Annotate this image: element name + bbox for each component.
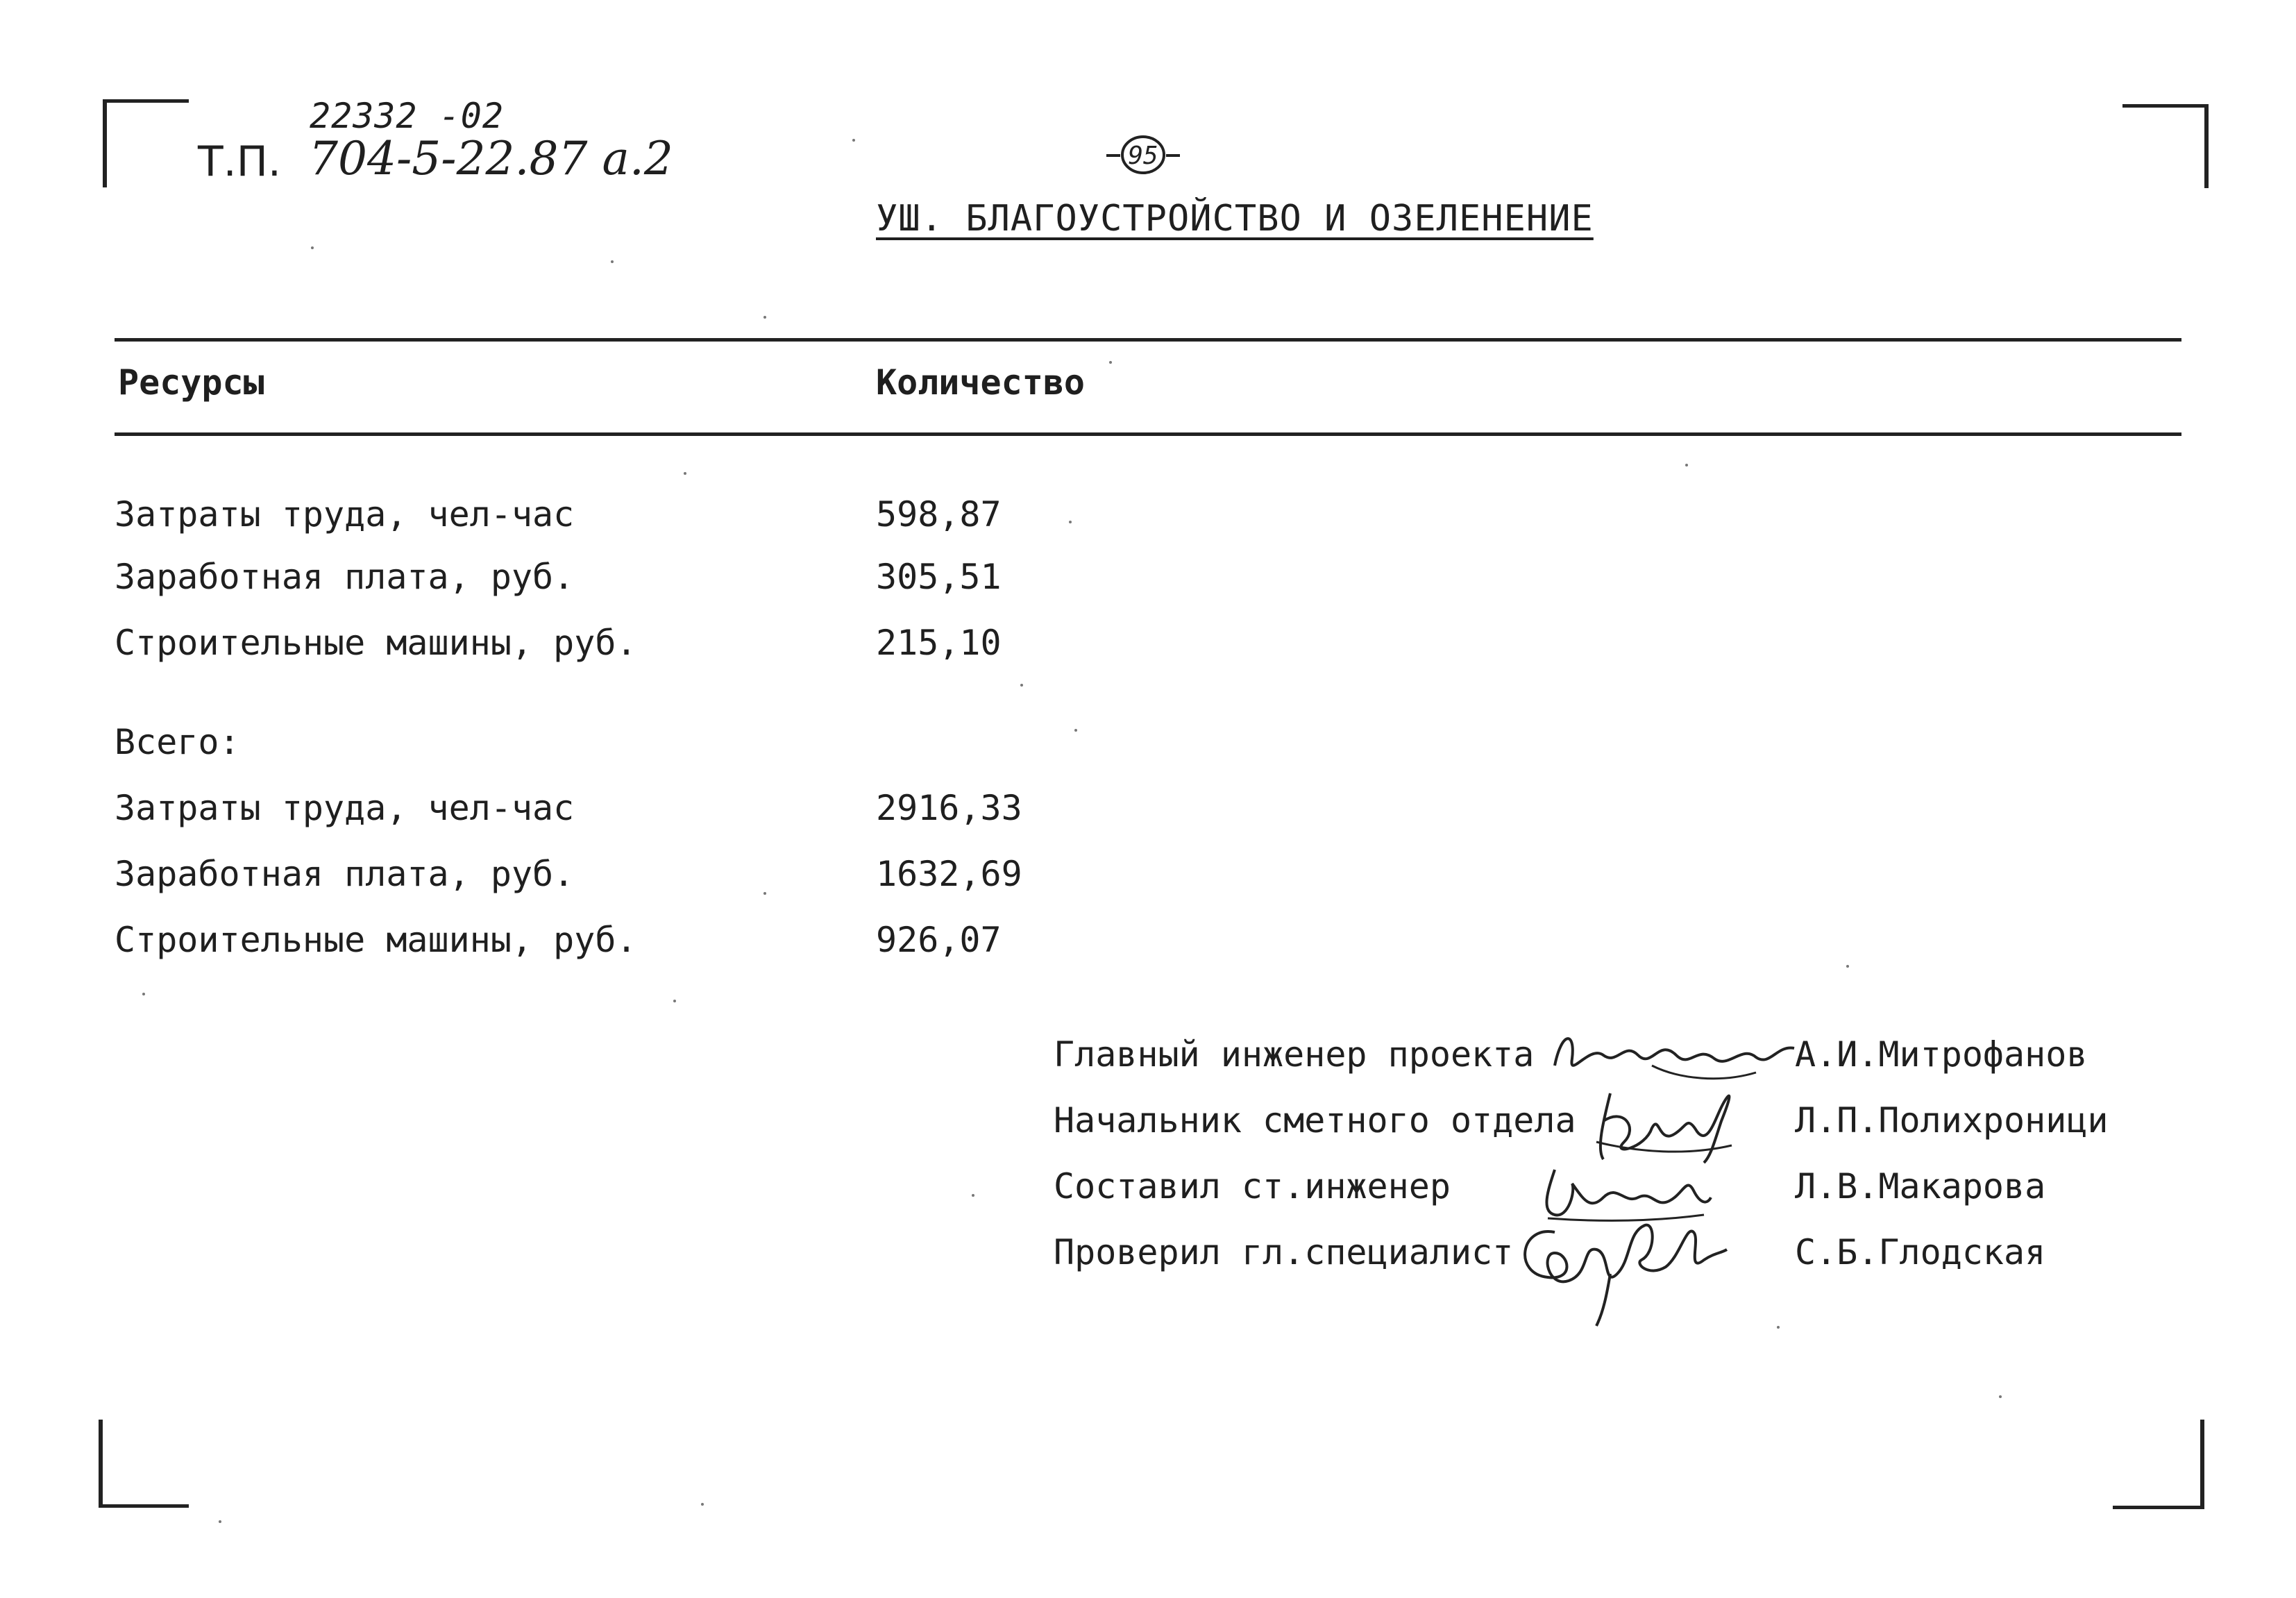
signature-row	[0, 1034, 2296, 1083]
scan-speck	[972, 1194, 974, 1197]
table-row	[0, 494, 2296, 543]
scan-speck	[1685, 464, 1688, 466]
row-value: 215,10	[876, 623, 1002, 663]
scan-speck	[763, 892, 766, 895]
total-label: Всего:	[115, 722, 240, 762]
row-value: 598,87	[876, 494, 1002, 535]
signatory-role: Начальник сметного отдела	[1054, 1100, 1576, 1141]
table-row	[0, 623, 2296, 671]
tp-label: Т.П.	[198, 137, 281, 186]
column-header-resources: Ресурсы	[118, 362, 264, 403]
scan-speck	[1020, 684, 1023, 687]
corner-mark-bottom-right	[2113, 1420, 2204, 1509]
total-row	[0, 854, 2296, 902]
row-label: Строительные машины, руб.	[115, 623, 637, 663]
row-label: Заработная плата, руб.	[115, 854, 575, 894]
scan-speck	[311, 246, 314, 249]
signatory-name: Л.П.Полихроници	[1795, 1100, 2109, 1141]
section-title: УШ. БЛАГОУСТРОЙСТВО И ОЗЕЛЕНЕНИЕ	[876, 198, 1594, 239]
scan-speck	[611, 260, 614, 263]
row-label: Затраты труда, чел-час	[115, 788, 575, 828]
scan-speck	[1999, 1395, 2002, 1398]
document-number: 22332 -02	[310, 96, 504, 136]
row-label: Строительные машины, руб.	[115, 920, 637, 960]
scan-speck	[1069, 521, 1072, 523]
scan-speck	[684, 472, 686, 475]
table-row	[0, 557, 2296, 605]
signature-row	[0, 1232, 2296, 1281]
signature-row	[0, 1166, 2296, 1215]
signatory-name: А.И.Митрофанов	[1795, 1034, 2088, 1075]
table-header-rule	[115, 432, 2181, 436]
scan-speck	[1109, 361, 1112, 364]
scan-speck	[701, 1503, 704, 1506]
signatory-name: Л.В.Макарова	[1795, 1166, 2046, 1206]
row-value: 2916,33	[876, 788, 1022, 828]
row-label: Заработная плата, руб.	[115, 557, 575, 597]
scan-speck	[1846, 965, 1849, 968]
signature-row	[0, 1100, 2296, 1149]
corner-mark-top-left	[103, 99, 189, 187]
scan-speck	[1074, 729, 1077, 732]
corner-mark-top-right	[2122, 104, 2209, 188]
row-value: 1632,69	[876, 854, 1022, 894]
scan-speck	[673, 1000, 676, 1002]
scan-speck	[219, 1520, 221, 1523]
column-header-quantity: Количество	[876, 362, 1086, 403]
total-row	[0, 920, 2296, 968]
scan-speck	[852, 139, 855, 142]
corner-mark-bottom-left	[99, 1420, 189, 1508]
tp-code: 704-5-22.87 а.2	[309, 132, 673, 185]
table-top-rule	[115, 338, 2181, 342]
signatory-role: Проверил гл.специалист	[1054, 1232, 1514, 1272]
handwritten-signature-4	[1506, 1211, 1728, 1329]
total-row	[0, 788, 2296, 836]
signatory-role: Главный инженер проекта	[1054, 1034, 1535, 1075]
row-value: 926,07	[876, 920, 1002, 960]
scan-speck	[142, 993, 145, 995]
page-number-mark	[1105, 132, 1181, 178]
row-value: 305,51	[876, 557, 1002, 597]
scan-speck	[1777, 1326, 1780, 1329]
signatory-role: Составил ст.инженер	[1054, 1166, 1451, 1206]
scan-speck	[763, 316, 766, 319]
page-number: 95	[1128, 142, 1158, 170]
signatory-name: С.Б.Глодская	[1795, 1232, 2046, 1272]
row-label: Затраты труда, чел-час	[115, 494, 575, 535]
